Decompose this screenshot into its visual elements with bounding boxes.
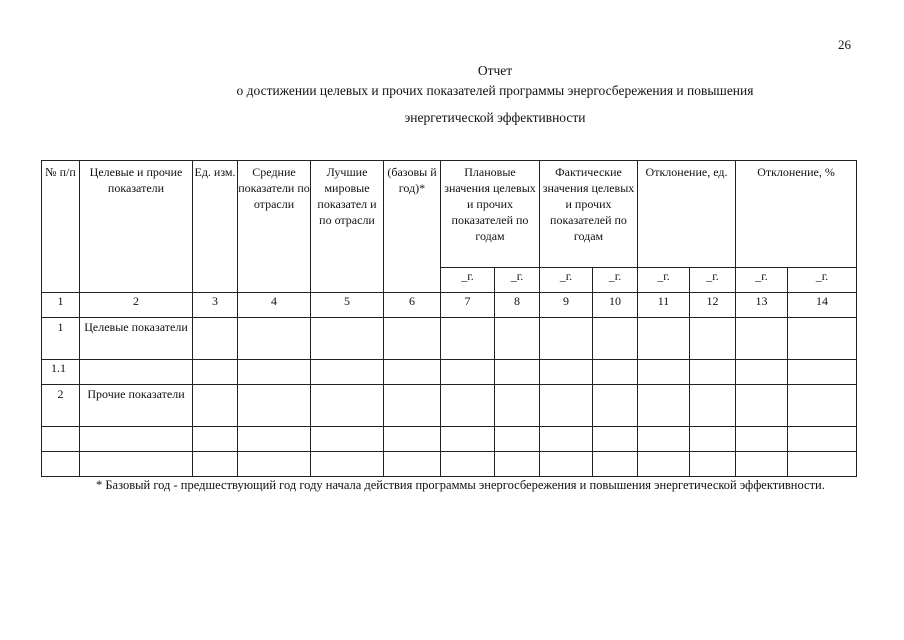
table-cell [311, 318, 384, 360]
column-number: 2 [80, 293, 193, 318]
table-cell [540, 318, 593, 360]
row-number: 1.1 [42, 360, 80, 385]
year-cell: _г. [593, 268, 638, 293]
table-cell [540, 427, 593, 452]
table-cell [384, 452, 441, 477]
report-title: Отчет [477, 63, 513, 78]
table-row [42, 360, 857, 385]
column-number: 12 [690, 293, 736, 318]
report-subtitle-line1: о достижении целевых и прочих показателей программы энергосбережения и повышения [236, 83, 754, 98]
column-number: 10 [593, 293, 638, 318]
table-cell [593, 427, 638, 452]
table-cell [638, 360, 690, 385]
table-cell [736, 427, 788, 452]
row-indicator-name [80, 360, 193, 385]
table-cell [540, 385, 593, 427]
column-number-row [42, 293, 857, 318]
table-cell [384, 385, 441, 427]
column-number: 7 [441, 293, 495, 318]
column-number: 14 [788, 293, 857, 318]
table-cell [638, 427, 690, 452]
row-number: 1 [42, 318, 80, 360]
table-cell [788, 427, 857, 452]
header-deviation-percent: Отклонение, % [736, 161, 857, 268]
table-cell [736, 452, 788, 477]
table-cell [540, 360, 593, 385]
table-cell [384, 318, 441, 360]
header-row [42, 161, 857, 268]
table-cell [495, 427, 540, 452]
year-cell: _г. [788, 268, 857, 293]
column-number: 8 [495, 293, 540, 318]
row-number [42, 427, 80, 452]
header-actual: Фактические значения целевых и прочих показателей по годам [540, 161, 638, 268]
column-number: 5 [311, 293, 384, 318]
table-cell [311, 452, 384, 477]
header-base-year: (базовы й год)* [384, 161, 441, 293]
header-industry-avg: Средние показатели по отрасли [238, 161, 311, 293]
table-cell [690, 318, 736, 360]
year-cell: _г. [495, 268, 540, 293]
header-indicators: Целевые и прочие показатели [80, 161, 193, 293]
table-cell [690, 452, 736, 477]
table-cell [193, 427, 238, 452]
column-number: 1 [42, 293, 80, 318]
header-num: № п/п [42, 161, 80, 293]
table-cell [638, 318, 690, 360]
table-cell [638, 452, 690, 477]
row-indicator-name [80, 427, 193, 452]
header-deviation-units: Отклонение, ед. [638, 161, 736, 268]
page-number: 26 [838, 37, 851, 52]
table-cell [238, 360, 311, 385]
table-row [42, 318, 857, 360]
table-cell [441, 360, 495, 385]
table-row [42, 427, 857, 452]
table-cell [788, 385, 857, 427]
row-number: 2 [42, 385, 80, 427]
table-cell [311, 427, 384, 452]
table-cell [593, 452, 638, 477]
table-cell [193, 360, 238, 385]
table-cell [495, 318, 540, 360]
year-cell: _г. [540, 268, 593, 293]
column-number: 9 [540, 293, 593, 318]
table-cell [441, 452, 495, 477]
report-subtitle-line2: энергетической эффективности [404, 110, 586, 125]
table-cell [441, 427, 495, 452]
report-table [41, 160, 857, 477]
table-cell [593, 360, 638, 385]
table-cell [593, 318, 638, 360]
column-number: 4 [238, 293, 311, 318]
table-cell [238, 427, 311, 452]
table-cell [788, 318, 857, 360]
table-cell [441, 385, 495, 427]
table-cell [736, 318, 788, 360]
table-cell [193, 452, 238, 477]
table-cell [238, 318, 311, 360]
table-cell [540, 452, 593, 477]
table-row [42, 385, 857, 427]
table-cell [384, 427, 441, 452]
table-cell [495, 452, 540, 477]
table-cell [193, 385, 238, 427]
footnote: * Базовый год - предшествующий год году начала действия программы энергосбережения и повышения энергетической эффективности. [96, 478, 825, 492]
table-cell [441, 318, 495, 360]
table-cell [311, 385, 384, 427]
row-number [42, 452, 80, 477]
table-cell [495, 360, 540, 385]
row-indicator-name: Прочие показатели [80, 385, 193, 427]
row-indicator-name: Целевые показатели [80, 318, 193, 360]
column-number: 6 [384, 293, 441, 318]
year-cell: _г. [441, 268, 495, 293]
column-number: 11 [638, 293, 690, 318]
column-number: 3 [193, 293, 238, 318]
table-cell [690, 427, 736, 452]
table-cell [238, 452, 311, 477]
table-cell [690, 385, 736, 427]
column-number: 13 [736, 293, 788, 318]
row-indicator-name [80, 452, 193, 477]
table-cell [736, 360, 788, 385]
year-cell: _г. [690, 268, 736, 293]
header-planned: Плановые значения целевых и прочих показателей по годам [441, 161, 540, 268]
year-cell: _г. [638, 268, 690, 293]
year-cell: _г. [736, 268, 788, 293]
table-cell [788, 360, 857, 385]
table-cell [638, 385, 690, 427]
table-cell [384, 360, 441, 385]
table-cell [495, 385, 540, 427]
table-cell [690, 360, 736, 385]
table-cell [736, 385, 788, 427]
table-cell [193, 318, 238, 360]
table-cell [238, 385, 311, 427]
header-unit: Ед. изм. [193, 161, 238, 293]
table-cell [311, 360, 384, 385]
table-row [42, 452, 857, 477]
table-cell [788, 452, 857, 477]
header-world-best: Лучшие мировые показател и по отрасли [311, 161, 384, 293]
table-cell [593, 385, 638, 427]
